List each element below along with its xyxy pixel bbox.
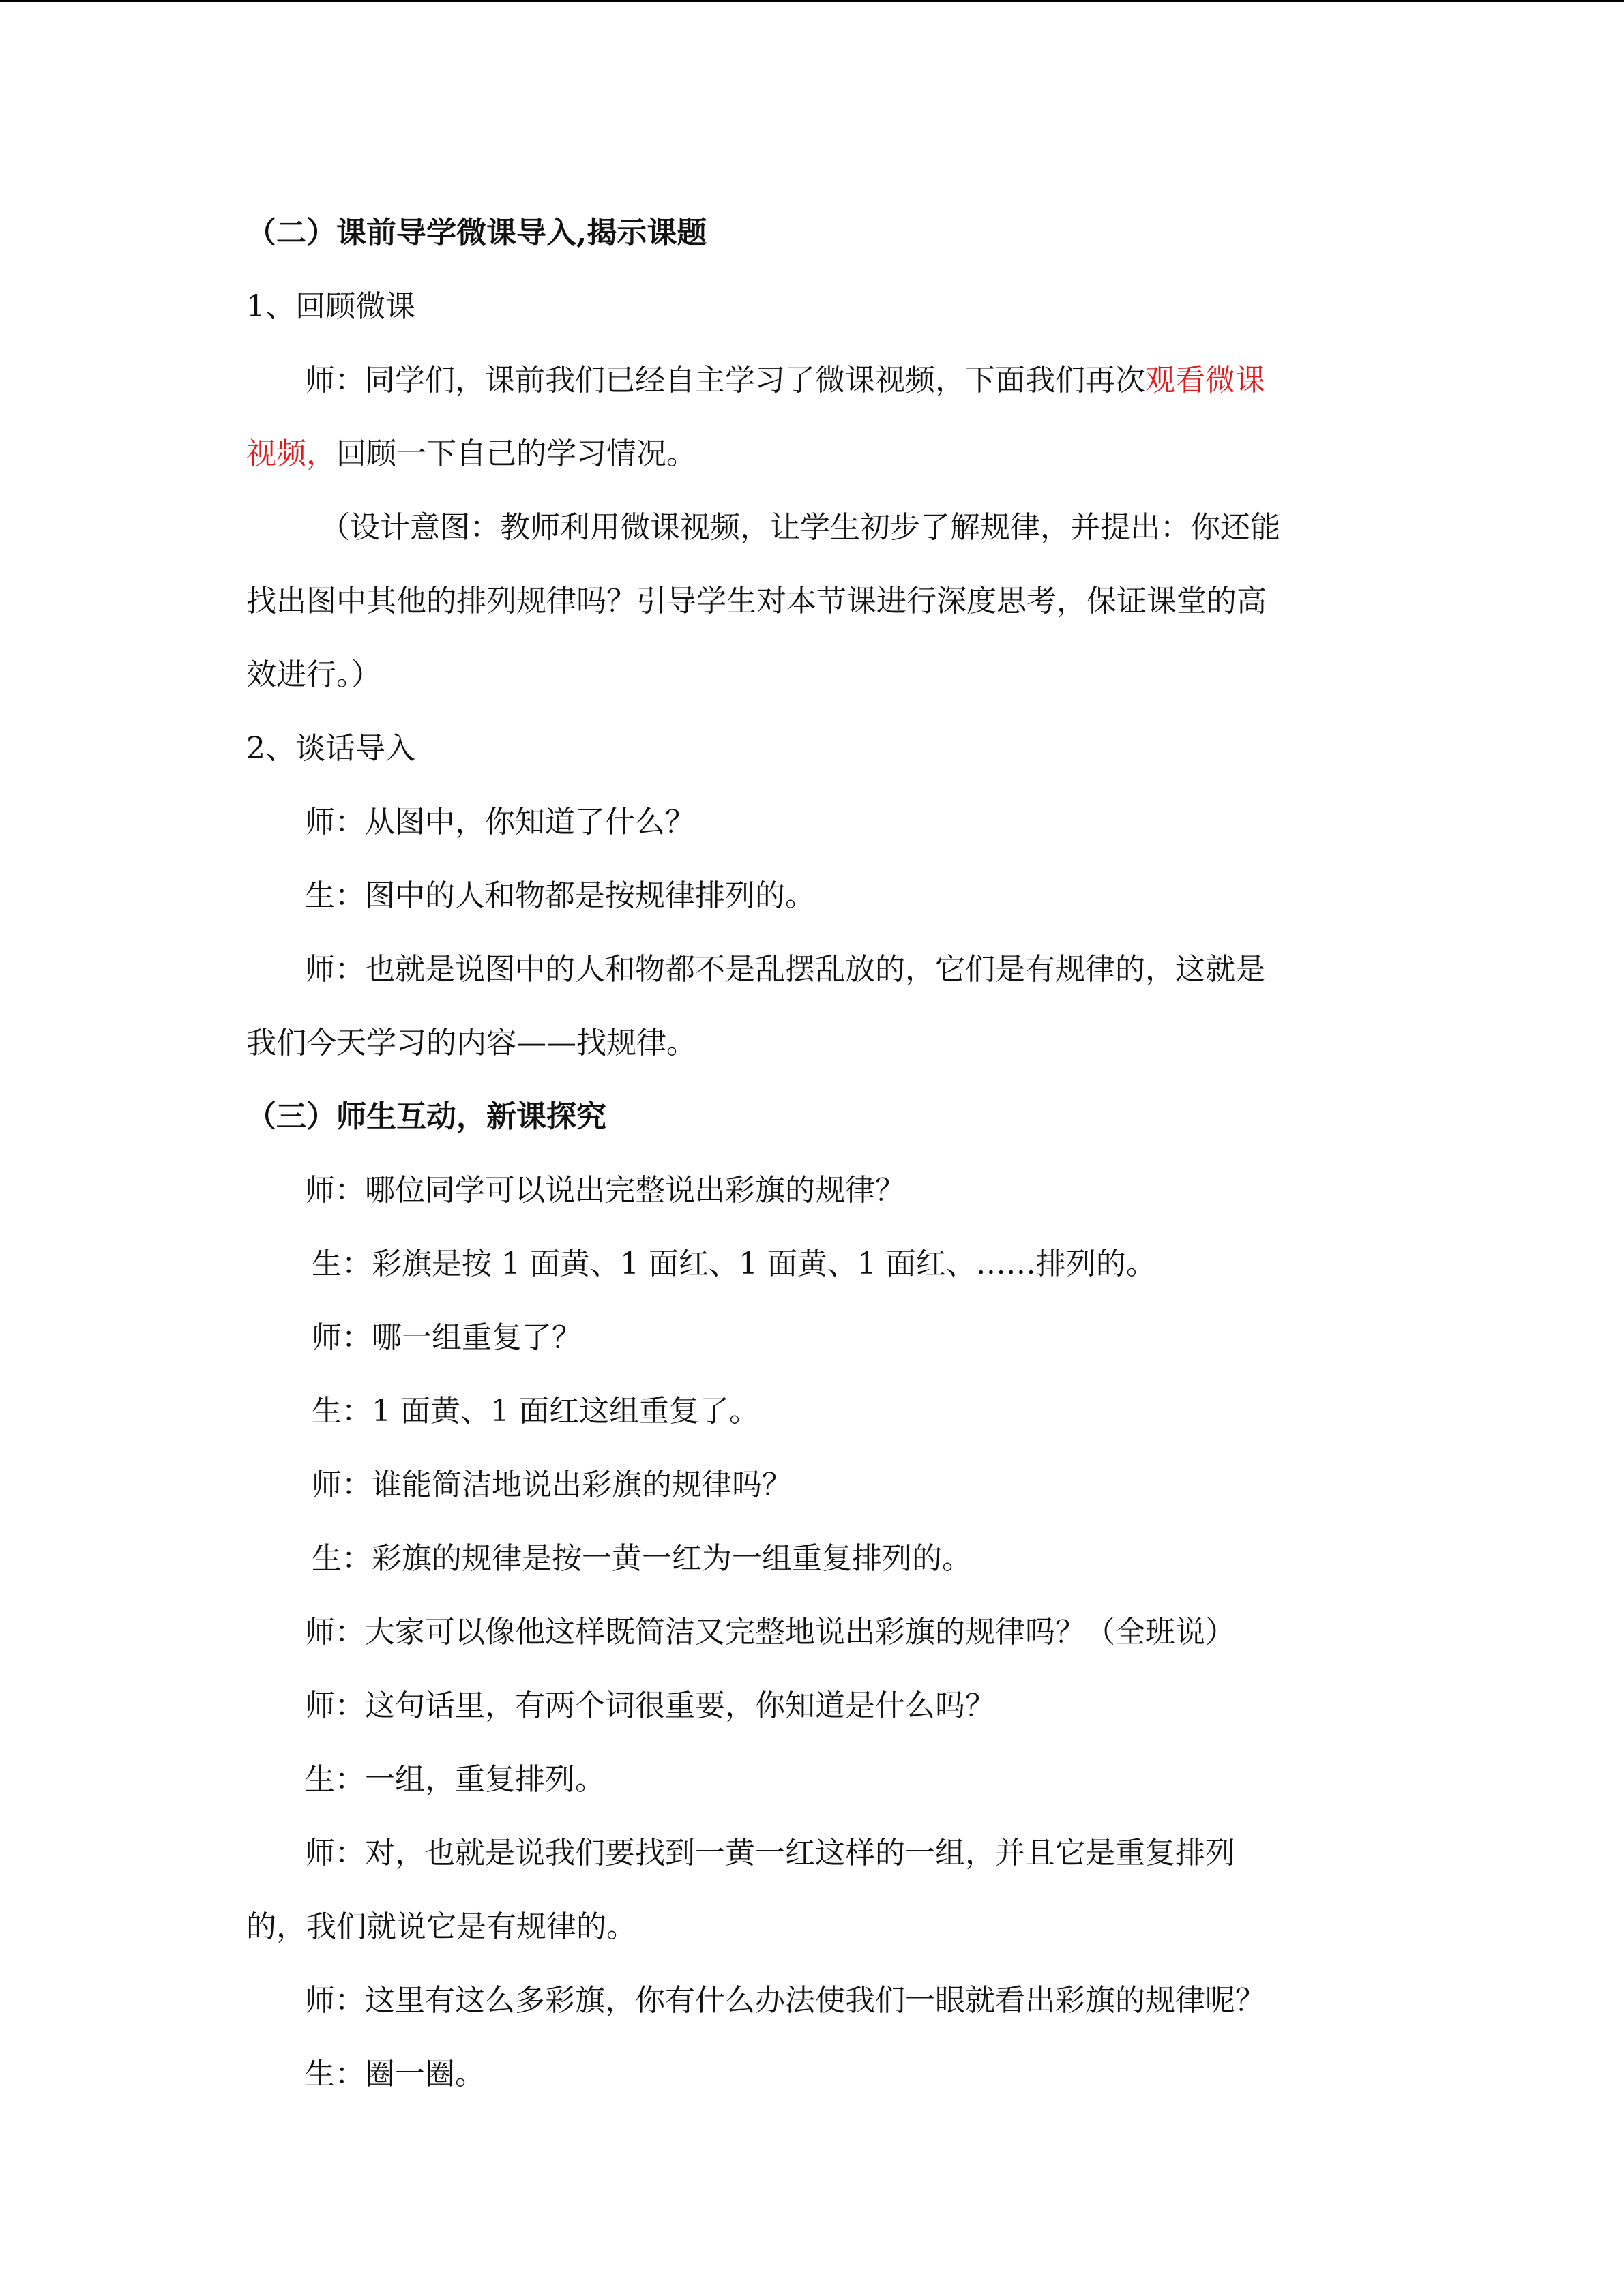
dialogue-line: 生：圈一圈。 — [305, 2057, 485, 2091]
design-intent-line: （设计意图：教师利用微课视频，让学生初步了解规律，并提出：你还能 — [320, 510, 1280, 545]
dialogue-line: 生：图中的人和物都是按规律排列的。 — [305, 878, 815, 913]
document-body — [246, 196, 1378, 2111]
dialogue-line: 师：也就是说图中的人和物都不是乱摆乱放的，它们是有规律的，这就是 — [305, 952, 1265, 987]
subsection-title: 1、回顾微课 — [246, 289, 415, 324]
section-heading: （三）师生互动，新课探究 — [246, 1099, 606, 1134]
dialogue-line: 师：大家可以像他这样既简洁又完整地说出彩旗的规律吗？（全班说） — [305, 1615, 1235, 1650]
teacher-text: 回顾一下自己的学习情况。 — [336, 436, 696, 471]
dialogue-line: 生：一组，重复排列。 — [305, 1762, 605, 1797]
dialogue-line: 师：对，也就是说我们要找到一黄一红这样的一组，并且它是重复排列 — [305, 1836, 1235, 1870]
dialogue-line: 师：谁能简洁地说出彩旗的规律吗？ — [312, 1467, 792, 1502]
dialogue-line: 师：这句话里，有两个词很重要，你知道是什么吗？ — [305, 1688, 995, 1723]
dialogue-line: 生：1 面黄、1 面红这组重复了。 — [312, 1394, 759, 1429]
teacher-line — [246, 344, 1378, 417]
dialogue-line-continued: 我们今天学习的内容——找规律。 — [246, 1026, 696, 1060]
dialogue-line: 师：从图中，你知道了什么？ — [305, 805, 695, 839]
dialogue-line: 师：这里有这么多彩旗，你有什么办法使我们一眼就看出彩旗的规律呢？ — [305, 1983, 1265, 2018]
teacher-line-continued — [246, 417, 1378, 491]
dialogue-line: 师：哪一组重复了？ — [312, 1320, 582, 1355]
design-intent-line: 效进行。） — [246, 657, 381, 692]
design-intent-line: 找出图中其他的排列规律吗？引导学生对本节课进行深度思考，保证课堂的高 — [246, 584, 1267, 618]
emphasis-text: 视频， — [246, 436, 336, 471]
dialogue-line-continued: 的，我们就说它是有规律的。 — [246, 1909, 636, 1944]
dialogue-line: 生：彩旗的规律是按一黄一红为一组重复排列的。 — [312, 1541, 972, 1576]
page-top-border — [0, 0, 1624, 2]
dialogue-line: 师：哪位同学可以说出完整说出彩旗的规律？ — [305, 1173, 905, 1208]
dialogue-line: 生：彩旗是按 1 面黄、1 面红、1 面黄、1 面红、……排列的。 — [312, 1247, 1156, 1281]
section-heading: （二）课前导学微课导入,揭示课题 — [246, 215, 707, 250]
teacher-text: 师：同学们，课前我们已经自主学习了微课视频，下面我们再次 — [305, 363, 1145, 398]
subsection-title: 2、谈话导入 — [246, 731, 415, 766]
emphasis-text: 观看微课 — [1145, 363, 1265, 398]
